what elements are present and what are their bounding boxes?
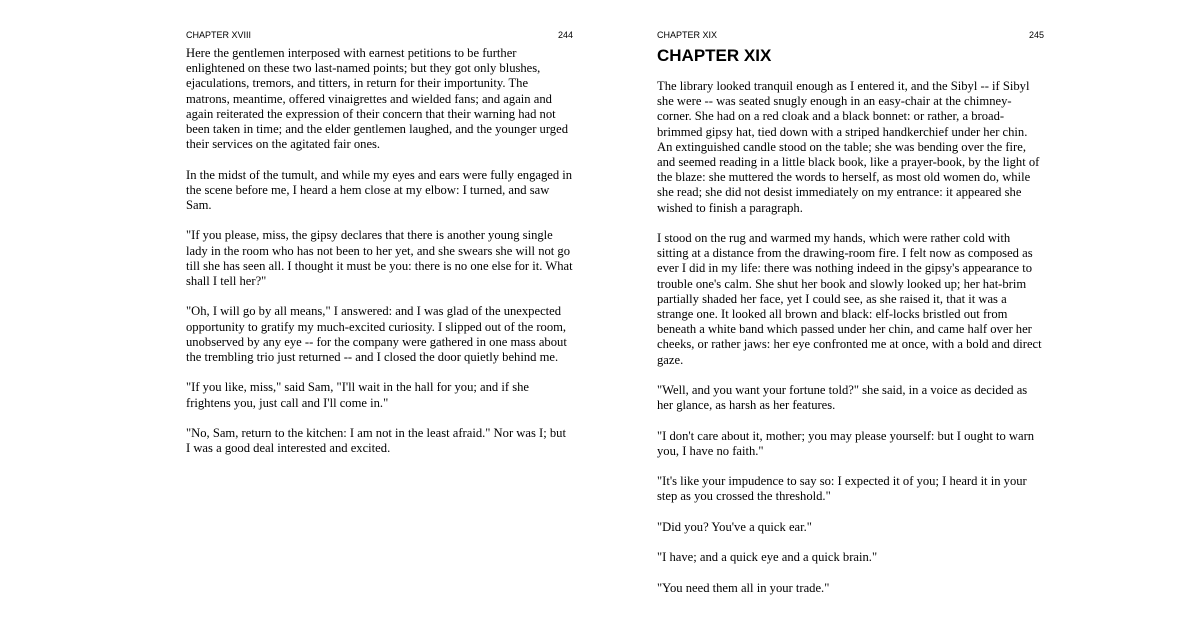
- paragraph: "I have; and a quick eye and a quick brain.": [657, 550, 878, 565]
- body-text: [657, 79, 1044, 611]
- page-number: 245: [1028, 30, 1044, 40]
- paragraph: "It's like your impudence to say so: I expected it of you; I heard it in your step as you crossed the threshold.": [657, 474, 1027, 504]
- paragraph: In the midst of the tumult, and while my eyes and ears were fully engaged in the scene before me, I heard a hem close at my elbow: I turned, and saw Sam.: [186, 167, 573, 213]
- running-head-title: CHAPTER XIX: [657, 30, 718, 40]
- left-page: [186, 0, 573, 627]
- paragraph: "I don't care about it, mother; you may please yourself: but I ought to warn you, I have no faith.": [657, 428, 1035, 458]
- running-head-title: CHAPTER XVIII: [186, 30, 252, 40]
- paragraph: "You need them all in your trade.": [657, 580, 830, 595]
- paragraph: I stood on the rug and warmed my hands, which were rather cold with sitting at a distance from the drawing-room fire. I felt now as composed as ever I did in my life: there was nothing indeed in the gipsy's appearance to trouble one's calm. She shut her book and slowly looked up; her hat-brim partially shaded her face, yet I could see, as she raised it, that it was a strange one. It looked all brown and black: elf-locks bristled out from beneath a white band which passed under her chin, and came half over her cheeks, or rather jaws: her eye confronted me at once, with a bold and direct gaze.: [657, 231, 1042, 367]
- paragraph: "No, Sam, return to the kitchen: I am not in the least afraid." Nor was I; but I was a good deal interested and excited.: [186, 426, 566, 456]
- paragraph: "Well, and you want your fortune told?" she said, in a voice as decided as her glance, as harsh as her features.: [657, 383, 1028, 413]
- paragraph: Here the gentlemen interposed with earnest petitions to be further enlightened on these two last-named points; but they got only blushes, ejaculations, tremors, and titters, in return for their importunity. The matrons, meantime, offered vinaigrettes and wielded fans; and again and again reiterated the expression of their concern that their warning had not been taken in time; and the elder gentlemen laughed, and the younger urged their services on the agitated fair ones.: [186, 46, 568, 152]
- paragraph: "Oh, I will go by all means," I answered: and I was glad of the unexpected opportunity to gratify my much-excited curiosity. I slipped out of the room, unobserved by any eye -- for the company were gathered in one mass about the trembling trio just returned -- and I closed the door quietly behind me.: [186, 304, 567, 365]
- body-text: [186, 46, 573, 472]
- chapter-heading: CHAPTER XIX: [657, 46, 772, 65]
- right-page: [657, 0, 1044, 627]
- paragraph: "If you like, miss," said Sam, "I'll wait in the hall for you; and if she frightens you, just call and I'll come in.": [186, 380, 529, 410]
- running-head: [186, 29, 573, 41]
- running-head: [657, 29, 1044, 41]
- paragraph: "Did you? You've a quick ear.": [657, 519, 812, 534]
- paragraph: "If you please, miss, the gipsy declares that there is another young single lady in the room who has not been to her yet, and she swears she will not go till she has seen all. I thought it must be you: there is no one else for it. What shall I tell her?": [186, 228, 573, 289]
- paragraph: The library looked tranquil enough as I entered it, and the Sibyl -- if Sibyl she were -- was seated snugly enough in an easy-chair at the chimney-corner. She had on a red cloak and a black bonnet: or rather, a broad-brimmed gipsy hat, tied down with a striped handkerchief under her chin. An extinguished candle stood on the table; she was bending over the fire, and seemed reading in a little black book, like a prayer-book, by the light of the blaze: she muttered the words to herself, as most old women do, while she read; she did not desist immediately on my entrance: it appeared she wished to finish a paragraph.: [657, 79, 1040, 215]
- page-number: 244: [557, 30, 573, 40]
